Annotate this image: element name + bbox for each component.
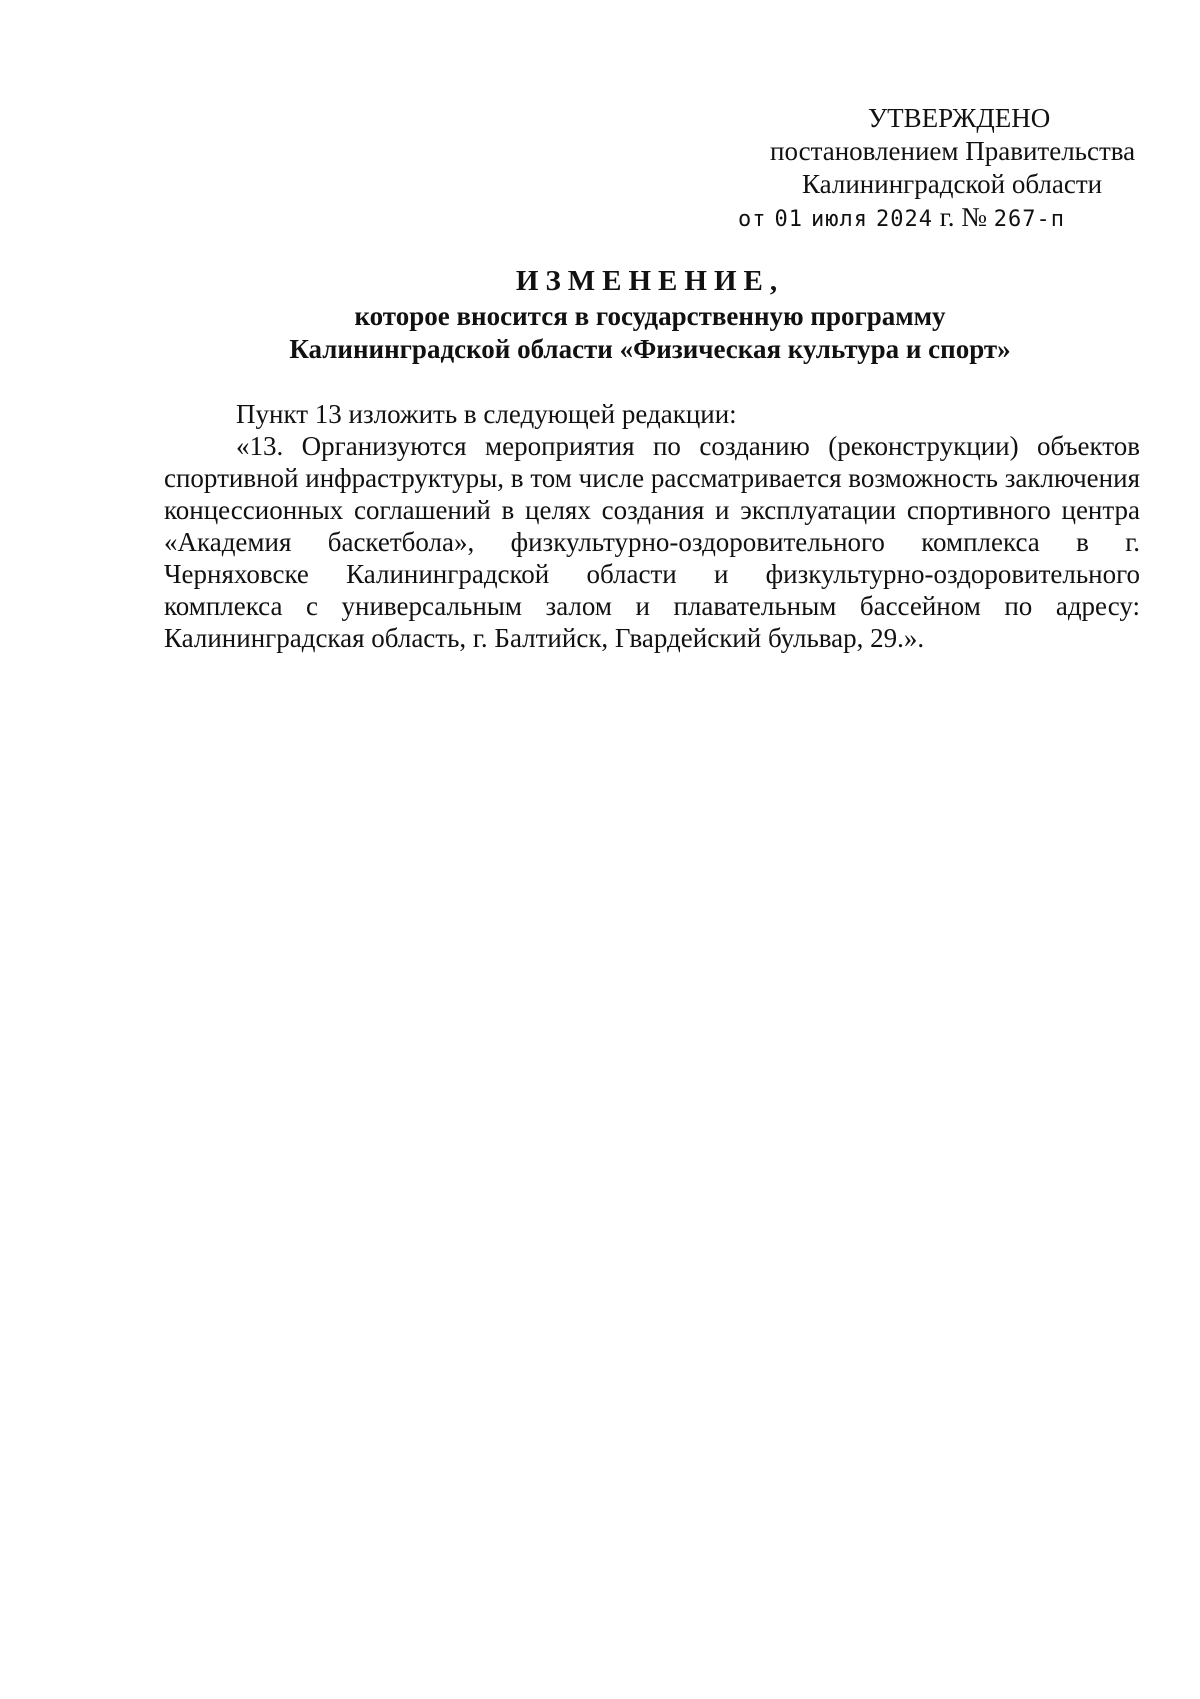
date-month: июля bbox=[811, 207, 868, 232]
approval-authority: постановлением Правительства bbox=[770, 136, 1136, 166]
approval-date-line bbox=[738, 201, 1140, 236]
date-year: 2024 bbox=[875, 207, 933, 232]
approval-heading: УТВЕРЖДЕНО bbox=[868, 103, 1051, 133]
document-number: 267-п bbox=[993, 207, 1065, 232]
body-item-13: «13. Организуются мероприятия по созданию (реконструкции) объектов спортивной инфраструктуры, в том числе рассматривается возможность заключения концессионных соглашений в целях создания и эксплуатации спортивного центра «Академия баскетбола», физкультурно-оздоровительного комплекса в г. Черняховске Калининградской области и физкультурно-оздоровительного комплекса с универсальным залом и плавательным бассейном по адресу: Калининградская область, г. Балтийск, Гвардейский бульвар, 29.». bbox=[164, 431, 1140, 653]
title-subtitle-line1: которое вносится в государственную программу bbox=[354, 301, 946, 331]
date-day: 01 bbox=[774, 207, 803, 232]
document-title bbox=[160, 264, 1140, 366]
approval-region: Калининградской области bbox=[802, 169, 1103, 199]
document-body bbox=[164, 398, 1140, 654]
number-sign: № bbox=[961, 202, 988, 232]
date-prefix: от bbox=[738, 207, 767, 232]
approval-stamp bbox=[740, 102, 1140, 236]
title-subtitle-line2: Калининградской области «Физическая культура и спорт» bbox=[289, 334, 1011, 364]
date-year-suffix: г. bbox=[939, 202, 955, 232]
body-intro: Пункт 13 изложить в следующей редакции: bbox=[236, 399, 737, 429]
title-main: ИЗМЕНЕНИЕ, bbox=[515, 265, 785, 297]
